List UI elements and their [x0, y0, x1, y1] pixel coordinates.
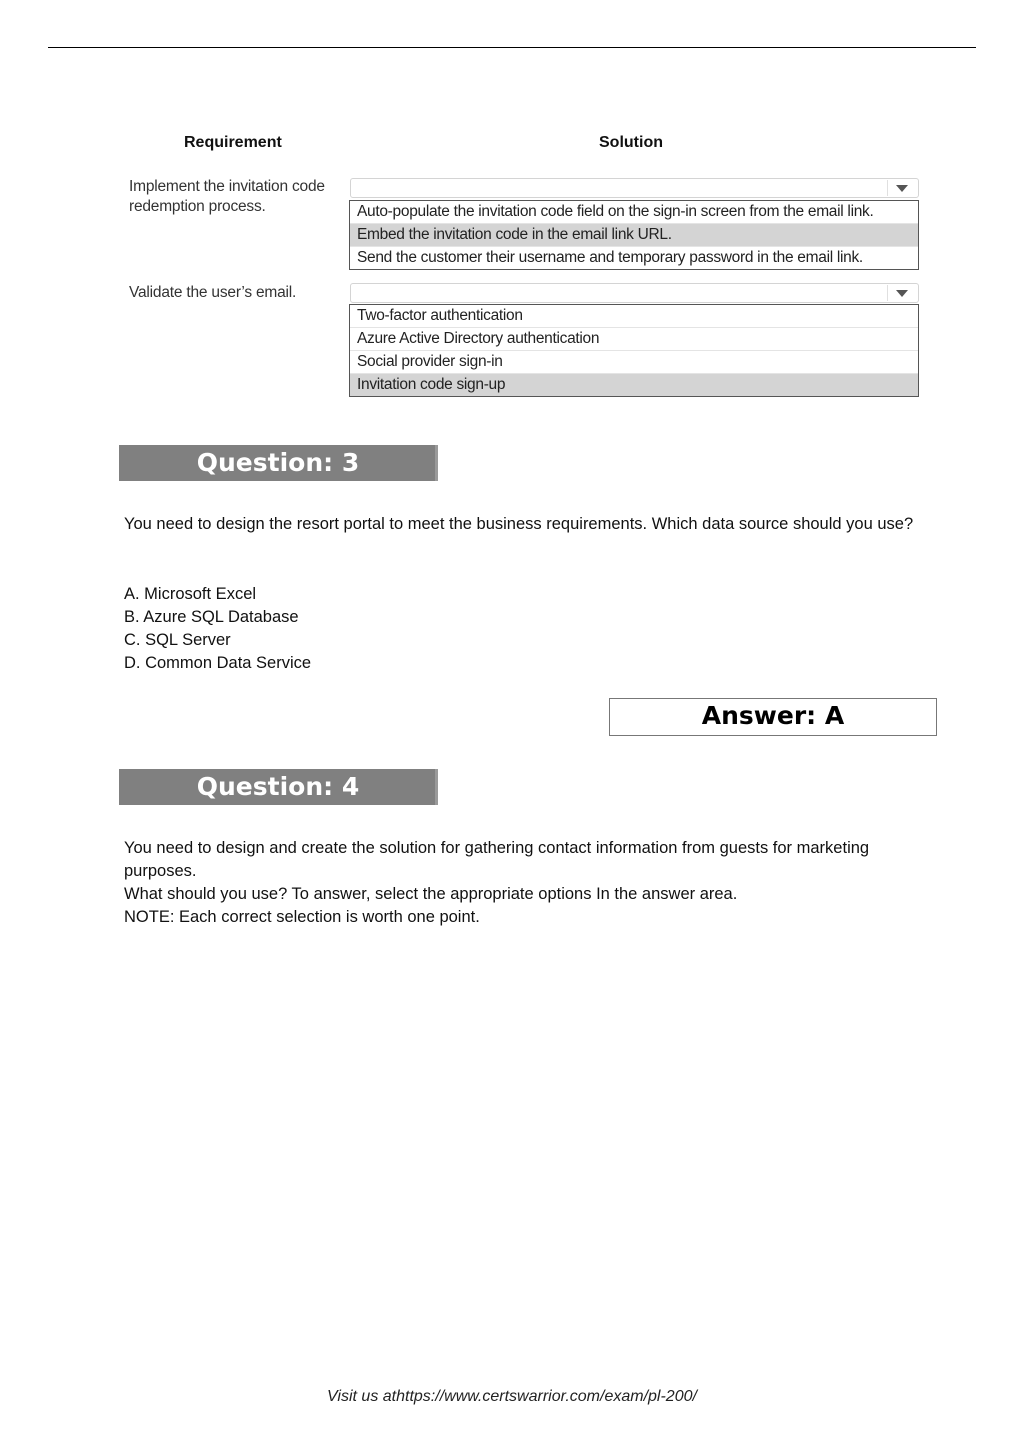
option-a: A. Microsoft Excel — [124, 585, 257, 603]
dropdown-option-selected[interactable]: Embed the invitation code in the email link URL. — [350, 224, 918, 247]
question-4-line-1: You need to design and create the solution for gathering contact information from guests for marketing purposes. — [124, 839, 870, 880]
question-4-banner — [119, 769, 438, 805]
solution-dropdown-1[interactable] — [350, 178, 919, 198]
question-3-options — [124, 583, 944, 675]
dropdown-option[interactable]: Azure Active Directory authentication — [350, 328, 918, 351]
question-4-line-3: NOTE: Each correct selection is worth one point. — [124, 908, 480, 926]
question-4-text — [124, 837, 944, 929]
dropdown-option[interactable]: Social provider sign-in — [350, 351, 918, 374]
requirement-header: Requirement — [184, 134, 282, 151]
question-4-title: Question: 4 — [196, 772, 360, 801]
answer-box — [609, 698, 937, 736]
solution-dropdown-2[interactable] — [350, 283, 919, 303]
option-d: D. Common Data Service — [124, 654, 312, 672]
dropdown-option-selected[interactable]: Invitation code sign-up — [350, 374, 918, 396]
question-3-title: Question: 3 — [196, 448, 360, 477]
question-4-line-2: What should you use? To answer, select the appropriate options In the answer area. — [124, 885, 738, 903]
option-b: B. Azure SQL Database — [124, 608, 299, 626]
answer-text: Answer: A — [701, 701, 845, 730]
chevron-down-icon[interactable] — [887, 180, 916, 196]
solution-header: Solution — [599, 134, 663, 151]
dropdown-option[interactable]: Auto-populate the invitation code field on the sign-in screen from the email link. — [350, 201, 918, 224]
header-rule — [48, 47, 976, 48]
footer-link-text: Visit us athttps://www.certswarrior.com/exam/pl-200/ — [327, 1388, 697, 1405]
question-3-banner — [119, 445, 438, 481]
option-c: C. SQL Server — [124, 631, 231, 649]
solution-options-1 — [349, 200, 919, 270]
solution-options-2 — [349, 304, 919, 397]
requirement-label-1: Implement the invitation code redemption process. — [129, 178, 325, 215]
chevron-down-icon[interactable] — [887, 285, 916, 301]
dropdown-option[interactable]: Send the customer their username and temporary password in the email link. — [357, 249, 863, 266]
dropdown-option[interactable]: Two-factor authentication — [350, 305, 918, 328]
question-3-text: You need to design the resort portal to meet the business requirements. Which data source should you use? — [124, 515, 914, 533]
requirement-label-2: Validate the user’s email. — [129, 284, 297, 301]
